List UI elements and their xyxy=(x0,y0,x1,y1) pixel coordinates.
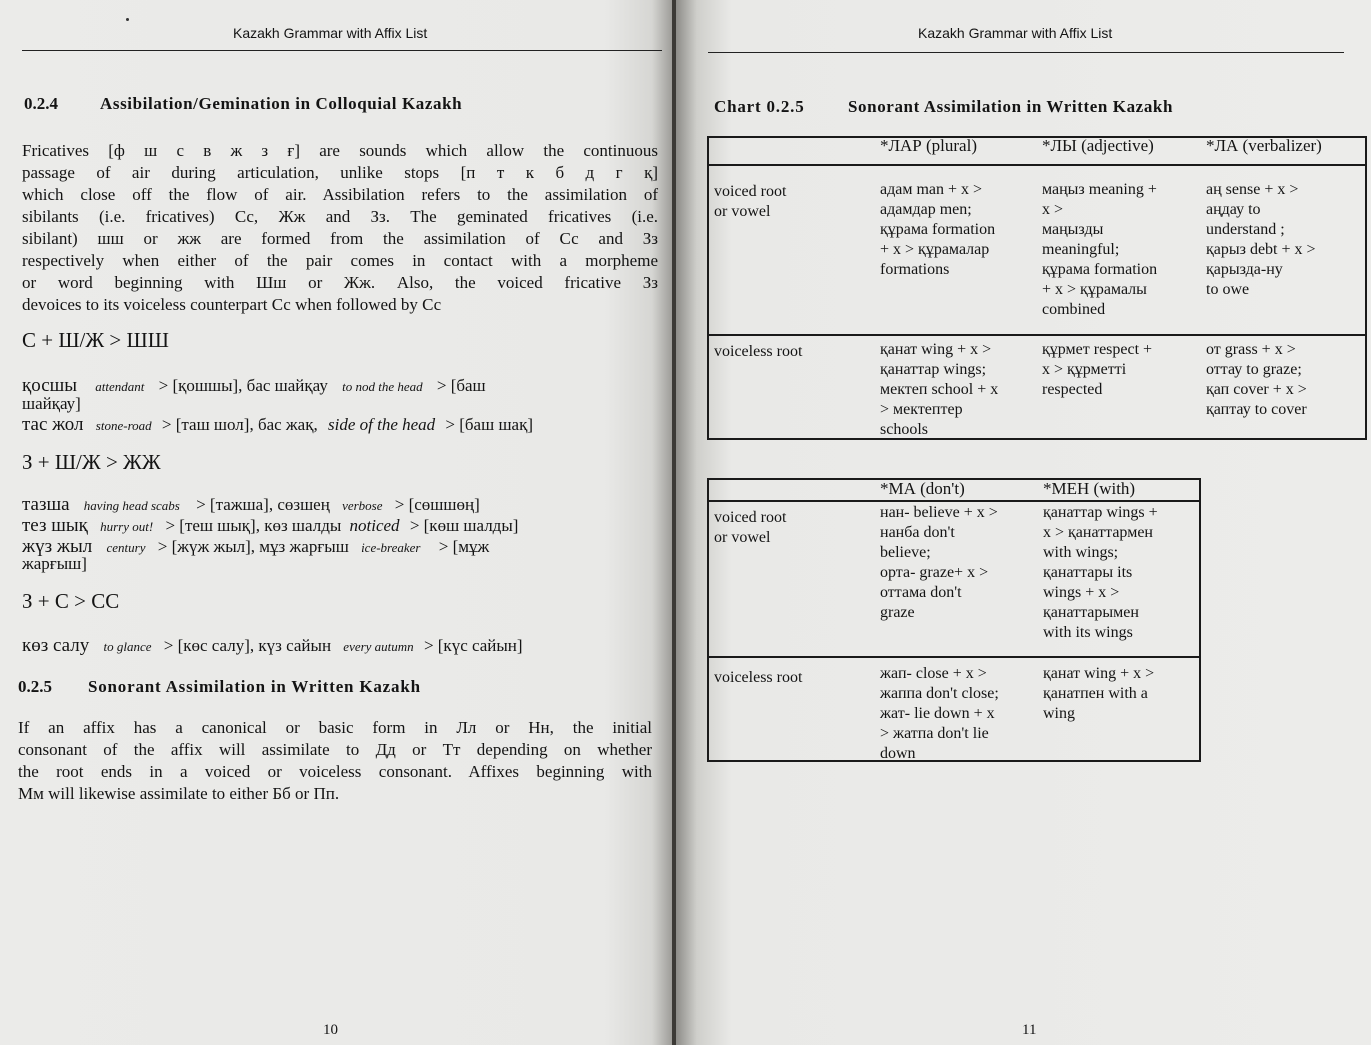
example-line xyxy=(22,515,518,537)
cell-line: respected xyxy=(1042,381,1103,398)
row-label-line: or vowel xyxy=(714,203,771,220)
cell-line: аң sense + x > xyxy=(1206,181,1299,198)
cell-line: > жатпа don't lie xyxy=(880,725,989,742)
example-line xyxy=(22,635,523,657)
cell-line: қанаттарымен xyxy=(1043,604,1139,621)
cell-line: with its wings xyxy=(1043,624,1133,641)
running-head: Kazakh Grammar with Affix List xyxy=(233,25,428,41)
paragraph-line: sibilants (i.e. fricatives) Сс, Жж and Зз. The geminated fricatives (i.e. xyxy=(22,207,658,226)
page-number: 10 xyxy=(323,1022,338,1038)
section-heading-0-2-5 xyxy=(18,677,421,697)
table-rule xyxy=(709,656,1199,658)
cell-line: мектеп school + x xyxy=(880,381,999,398)
example-gloss: having head scabs xyxy=(83,498,180,513)
cell-line: жат- lie down + x xyxy=(880,705,995,722)
cell-line: адамдар men; xyxy=(880,201,972,218)
example-result: > [көш шалды] xyxy=(409,516,519,535)
cell-line: қанаттары its xyxy=(1043,564,1133,581)
example-result: > [сөшшөң] xyxy=(394,495,480,514)
section-title: Assibilation/Gemination in Colloquial Kazakh xyxy=(100,94,463,113)
section-title: Sonorant Assimilation in Written Kazakh xyxy=(88,677,421,696)
section-number: 0.2.4 xyxy=(24,94,58,113)
paragraph-line: the root ends in a voiced or voiceless consonant. Affixes beginning with xyxy=(18,762,652,781)
row-label xyxy=(714,342,802,362)
cell-line: to owe xyxy=(1206,281,1250,298)
cell-line: x > құрметті xyxy=(1042,361,1127,378)
row-label xyxy=(714,182,786,222)
section-number: 0.2.5 xyxy=(18,677,52,696)
paragraph-line: devoices to its voiceless counterpart Сс when followed by Сс xyxy=(22,295,442,314)
cell-line: x > xyxy=(1042,201,1064,218)
example-result: > [теш шық], көз шалды xyxy=(165,516,342,535)
cell-line: + x > құрамалар xyxy=(880,241,990,258)
table-rule xyxy=(709,164,1365,166)
cell-line: formations xyxy=(880,261,950,278)
table-cell xyxy=(1206,340,1307,420)
cell-line: аңдау to xyxy=(1206,201,1261,218)
example-gloss: verbose xyxy=(342,498,383,513)
example-gloss: attendant xyxy=(95,379,145,394)
chart-title: Sonorant Assimilation in Written Kazakh xyxy=(848,97,1174,116)
table-cell xyxy=(1206,180,1316,300)
example-continuation: жарғыш] xyxy=(22,554,87,573)
cell-line: x > қанаттармен xyxy=(1043,524,1153,541)
rule-formula: С + Ш/Ж > ШШ xyxy=(22,328,169,352)
table-rule xyxy=(709,334,1365,336)
cell-line: қап cover + x > xyxy=(1206,381,1307,398)
example-result: > [тажша], сөзшең xyxy=(196,495,330,514)
cell-line: schools xyxy=(880,421,928,438)
example-gloss: stone-road xyxy=(95,418,152,433)
rule-formula: З + Ш/Ж > ЖЖ xyxy=(22,450,161,474)
assibilation-paragraph xyxy=(22,140,658,316)
cell-line: қанат wing + x > xyxy=(880,341,992,358)
example-result: > [мұж xyxy=(438,537,490,556)
header-rule xyxy=(22,50,662,51)
assimilation-table-1 xyxy=(707,136,1367,440)
example-result: > [күс сайын] xyxy=(423,636,523,655)
cell-line: маңызды xyxy=(1042,221,1104,238)
table-rule xyxy=(709,500,1199,502)
cell-line: қарыз debt + x > xyxy=(1206,241,1316,258)
cell-line: құрама formation xyxy=(880,221,996,238)
row-label xyxy=(714,668,802,688)
cell-line: құрмет respect + xyxy=(1042,341,1153,358)
example-gloss: to glance xyxy=(103,639,152,654)
cell-line: + x > құрамалы xyxy=(1042,281,1147,298)
sonorant-paragraph xyxy=(18,717,652,805)
speck xyxy=(126,18,129,21)
right-page xyxy=(676,0,1371,1045)
example-word: тас жол xyxy=(22,414,84,435)
paragraph-line: which close off the flow of air. Assibilation refers to the assimilation of xyxy=(22,185,658,204)
cell-line: оттама don't xyxy=(880,584,962,601)
paragraph-line: If an affix has a canonical or basic form in Лл or Нн, the initial xyxy=(18,718,652,737)
cell-line: қанатпен with a xyxy=(1043,685,1148,702)
table-cell xyxy=(1042,180,1157,320)
example-line xyxy=(22,375,486,397)
column-header: *ЛА (verbalizer) xyxy=(1206,136,1322,155)
cell-line: нан- believe + x > xyxy=(880,504,998,521)
row-label-line: or vowel xyxy=(714,529,771,546)
cell-line: > мектептер xyxy=(880,401,963,418)
example-result: > [баш xyxy=(436,376,486,395)
cell-line: жап- close + x > xyxy=(880,665,987,682)
table-cell xyxy=(880,180,995,280)
cell-line: қанат wing + x > xyxy=(1043,665,1155,682)
column-header: *ЛАР (plural) xyxy=(880,136,977,155)
cell-line: оттау to graze; xyxy=(1206,361,1302,378)
chart-heading xyxy=(714,97,1173,117)
paragraph-line: Fricatives [ф ш с в ж з ғ] are sounds which allow the continuous xyxy=(22,141,658,160)
row-label-line: voiced root xyxy=(714,509,787,526)
example-line xyxy=(22,494,480,516)
paragraph-line: respectively when either of the pair comes in contact with a morpheme xyxy=(22,251,658,270)
cell-line: маңыз meaning + xyxy=(1042,181,1157,198)
cell-line: қанаттар wings + xyxy=(1043,504,1158,521)
example-word: жүз жыл xyxy=(22,536,93,557)
table-cell xyxy=(1043,664,1154,724)
example-line xyxy=(22,536,489,558)
cell-line: combined xyxy=(1042,301,1106,318)
example-word: қосшы xyxy=(22,375,78,396)
example-result: > [жүж жыл], мұз жарғыш xyxy=(157,537,349,556)
paragraph-line: or word beginning with Шш or Жж. Also, the voiced fricative Зз xyxy=(22,273,658,292)
left-page xyxy=(0,0,672,1045)
example-result: > [қошшы], бас шайқау xyxy=(158,376,328,395)
paragraph-line: Мм will likewise assimilate to either Бб or Пп. xyxy=(18,784,340,803)
row-label xyxy=(714,508,786,548)
chart-label: Chart 0.2.5 xyxy=(714,97,805,116)
example-gloss: century xyxy=(106,540,146,555)
example-gloss: ice-breaker xyxy=(361,540,421,555)
cell-line: wings + x > xyxy=(1043,584,1120,601)
cell-line: down xyxy=(880,745,916,762)
row-label-line: voiceless root xyxy=(714,343,803,360)
example-gloss: side of the head xyxy=(327,415,436,434)
column-header: *МЕН (with) xyxy=(1043,479,1136,498)
example-gloss: every autumn xyxy=(343,639,414,654)
assimilation-table-2 xyxy=(707,478,1201,762)
paragraph-line: consonant of the affix will assimilate to Дд or Тт depending on whether xyxy=(18,740,652,759)
example-gloss: to nod the head xyxy=(342,379,423,394)
cell-line: wing xyxy=(1043,705,1075,722)
row-label-line: voiceless root xyxy=(714,669,803,686)
cell-line: құрама formation xyxy=(1042,261,1158,278)
example-line xyxy=(22,414,533,436)
example-gloss: noticed xyxy=(349,516,400,535)
paragraph-line: passage of air during articulation, unlike stops [п т к б д г қ] xyxy=(22,163,658,182)
cell-line: қаптау to cover xyxy=(1206,401,1307,418)
section-heading-0-2-4 xyxy=(24,94,462,114)
example-result: > [таш шол], бас жақ, xyxy=(161,415,318,434)
cell-line: қарызда-ну xyxy=(1206,261,1283,278)
rule-formula: З + С > СС xyxy=(22,589,120,613)
example-continuation: шайқау] xyxy=(22,394,81,413)
example-gloss: hurry out! xyxy=(100,519,154,534)
cell-line: жаппа don't close; xyxy=(880,685,999,702)
table-cell xyxy=(880,340,998,440)
paragraph-line: sibilant) шш or жж are formed from the assimilation of Сс and Зз xyxy=(22,229,658,248)
example-result: > [баш шақ] xyxy=(445,415,533,434)
table-cell xyxy=(1043,503,1158,643)
page-number: 11 xyxy=(1022,1022,1037,1038)
running-head: Kazakh Grammar with Affix List xyxy=(918,25,1113,41)
example-word: тез шық xyxy=(22,515,88,536)
cell-line: қанаттар wings; xyxy=(880,361,987,378)
example-word: көз салу xyxy=(22,635,90,656)
example-result: > [көс салу], күз сайын xyxy=(163,636,332,655)
cell-line: with wings; xyxy=(1043,544,1119,561)
column-header: *МА (don't) xyxy=(880,479,965,498)
table-cell xyxy=(880,664,999,764)
table-cell xyxy=(880,503,998,623)
table-cell xyxy=(1042,340,1152,400)
cell-line: believe; xyxy=(880,544,931,561)
row-label-line: voiced root xyxy=(714,183,787,200)
cell-line: от grass + x > xyxy=(1206,341,1296,358)
cell-line: meaningful; xyxy=(1042,241,1120,258)
cell-line: graze xyxy=(880,604,915,621)
column-header: *ЛЫ (adjective) xyxy=(1042,136,1154,155)
cell-line: орта- graze+ x > xyxy=(880,564,989,581)
cell-line: understand ; xyxy=(1206,221,1285,238)
cell-line: нанба don't xyxy=(880,524,955,541)
header-rule xyxy=(708,52,1344,53)
cell-line: адам man + x > xyxy=(880,181,983,198)
example-word: тазша xyxy=(22,494,70,515)
